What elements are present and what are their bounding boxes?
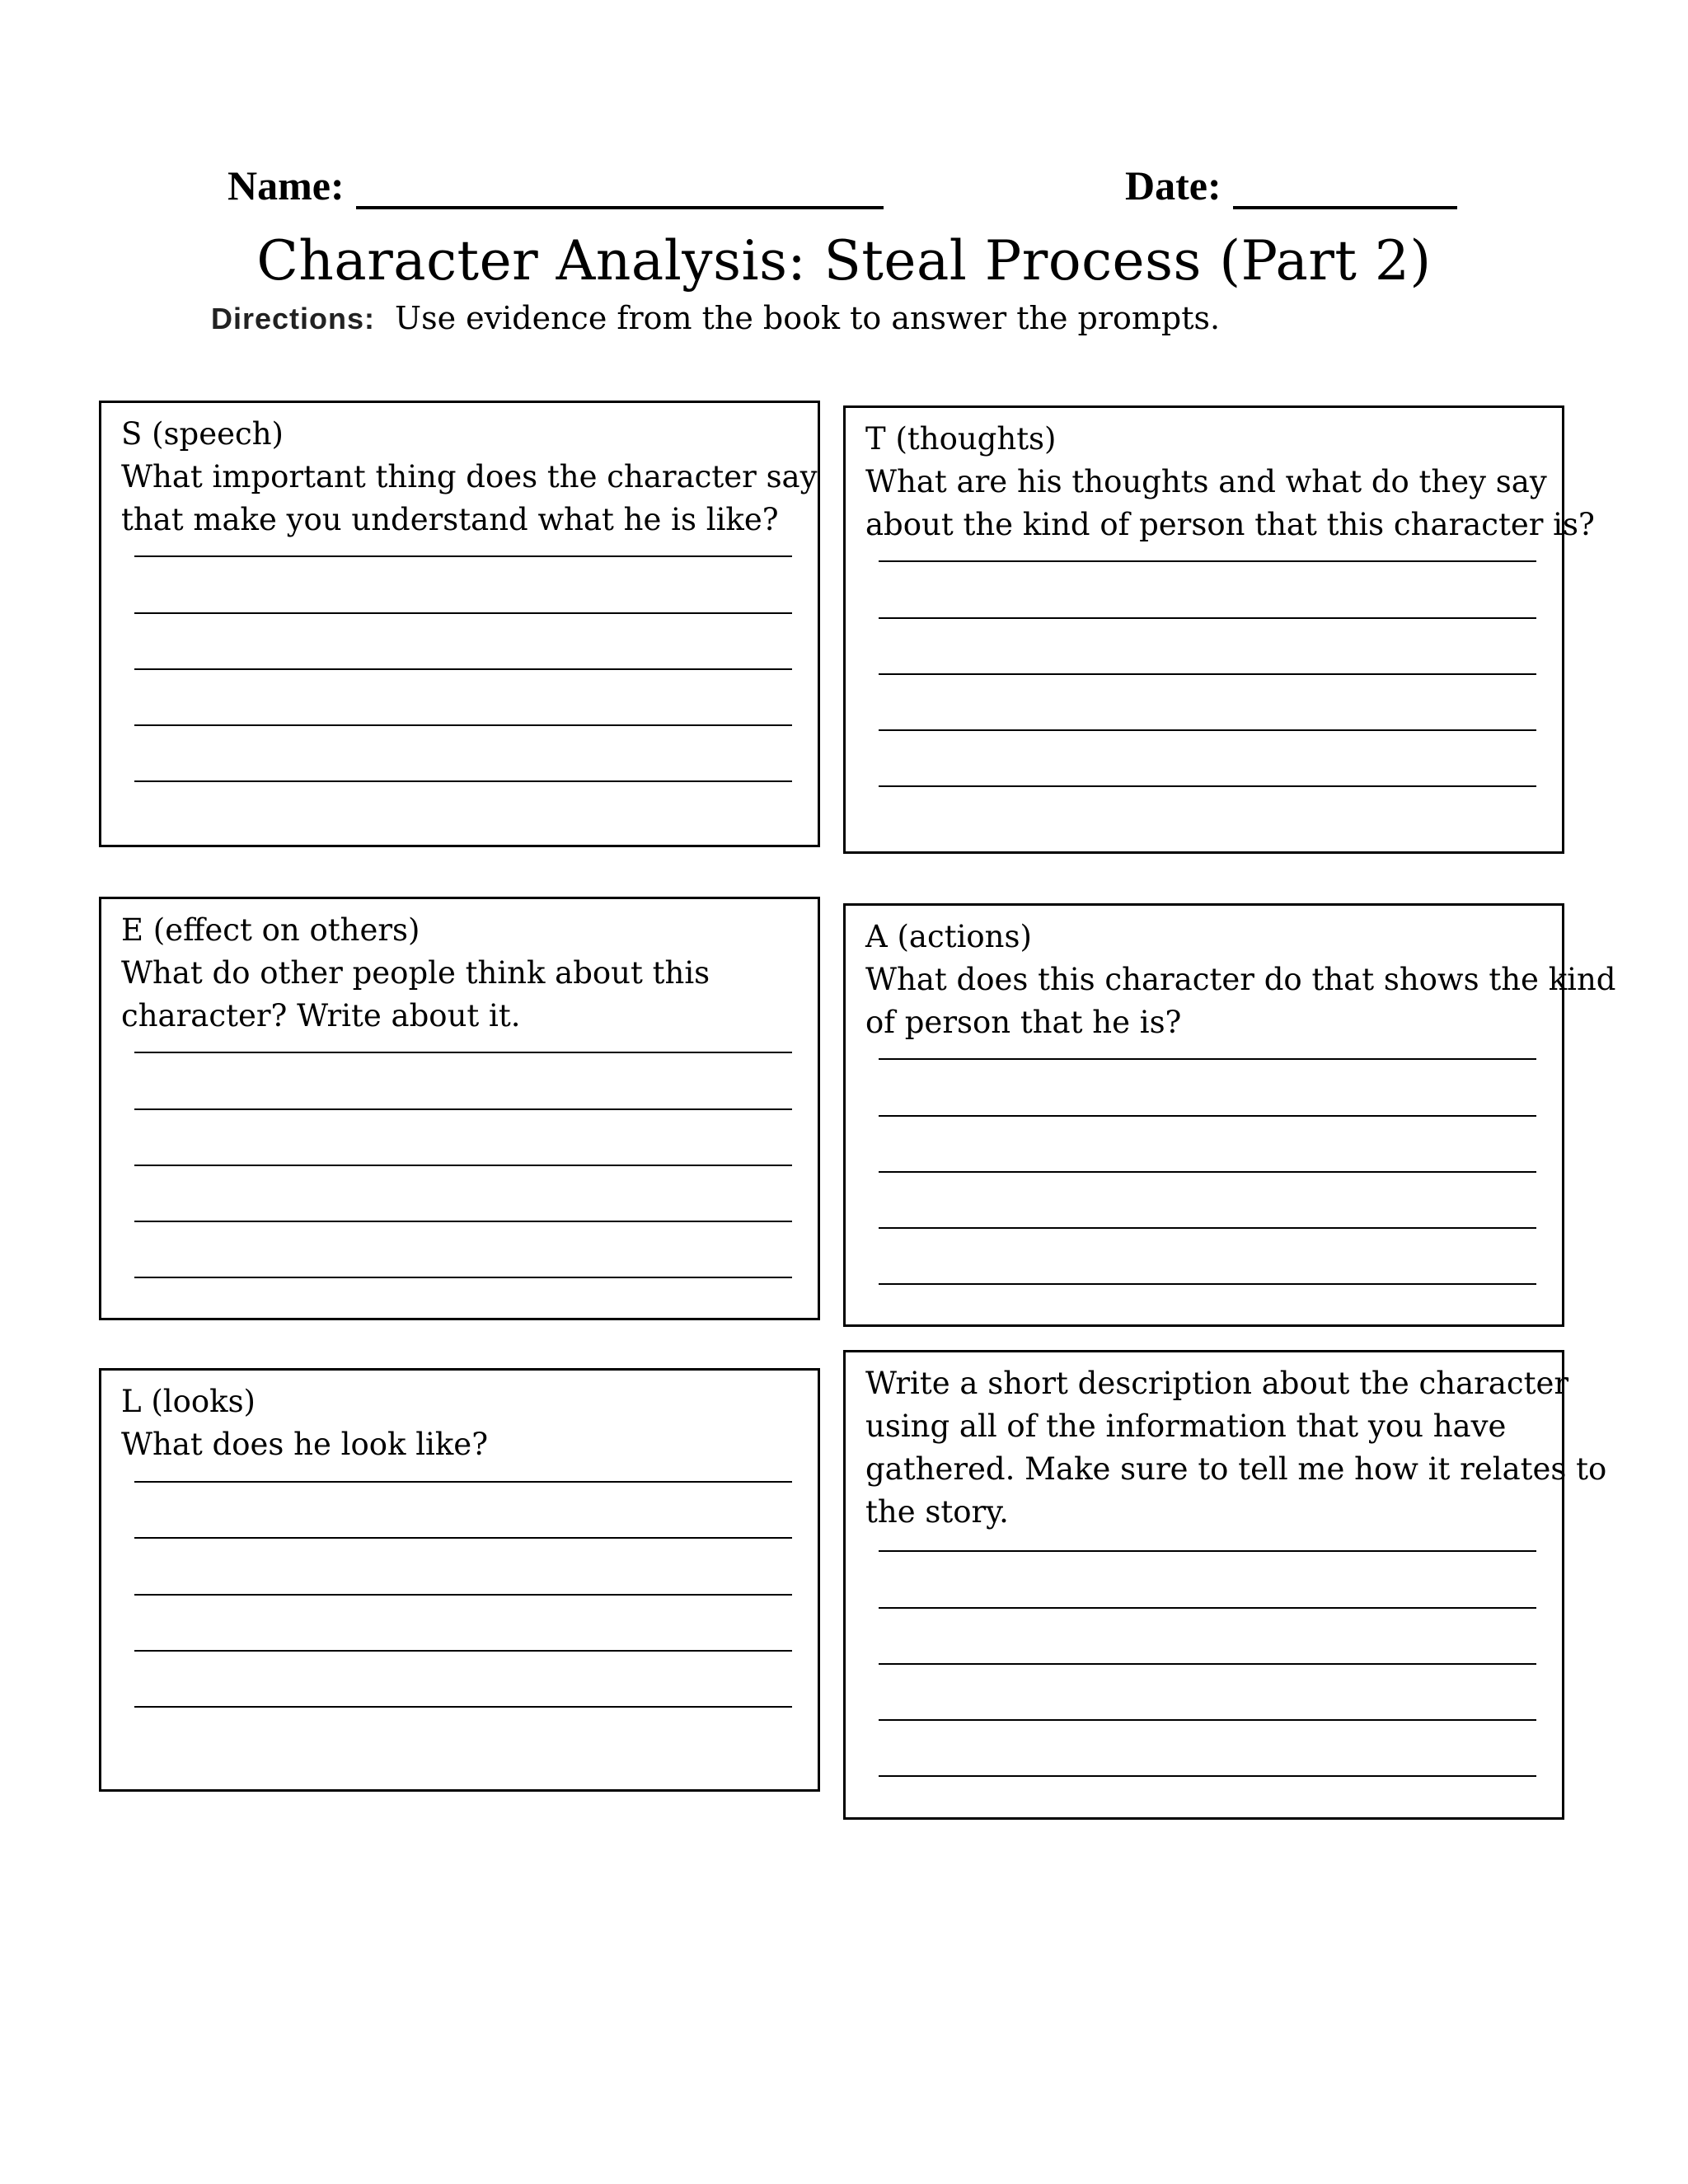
directions-text: Use evidence from the book to answer the prompts. bbox=[395, 300, 1221, 336]
speech-prompt-line-1: What important thing does the character say bbox=[121, 459, 818, 494]
actions-box-text bbox=[865, 916, 1616, 1044]
answer-line[interactable] bbox=[879, 1550, 1536, 1552]
date-blank-line[interactable] bbox=[1233, 165, 1457, 209]
summary-prompt-line-1: Write a short description about the character bbox=[865, 1366, 1569, 1401]
answer-line[interactable] bbox=[134, 780, 792, 782]
effect-prompt-line-1: What do other people think about this bbox=[121, 955, 710, 991]
answer-line[interactable] bbox=[879, 1115, 1536, 1117]
speech-prompt-line-2: that make you understand what he is like? bbox=[121, 502, 779, 537]
directions-label: Directions: bbox=[211, 302, 376, 335]
summary-prompt-line-3: gathered. Make sure to tell me how it relates to bbox=[865, 1451, 1607, 1487]
answer-line[interactable] bbox=[134, 724, 792, 726]
answer-line[interactable] bbox=[134, 1165, 792, 1166]
thoughts-heading: T (thoughts) bbox=[865, 421, 1057, 457]
answer-line[interactable] bbox=[879, 1719, 1536, 1721]
answer-line[interactable] bbox=[134, 1108, 792, 1110]
name-label: Name: bbox=[227, 162, 345, 209]
speech-box-text bbox=[121, 413, 818, 541]
answer-line[interactable] bbox=[879, 729, 1536, 731]
answer-line[interactable] bbox=[134, 1481, 792, 1483]
effect-prompt-line-2: character? Write about it. bbox=[121, 998, 521, 1033]
actions-prompt-line-1: What does this character do that shows the kind bbox=[865, 962, 1616, 997]
actions-box bbox=[843, 903, 1616, 1327]
date-label: Date: bbox=[1125, 162, 1221, 209]
answer-line[interactable] bbox=[134, 612, 792, 614]
speech-box bbox=[99, 401, 820, 847]
answer-line[interactable] bbox=[134, 1277, 792, 1278]
thoughts-box-text bbox=[865, 418, 1595, 546]
answer-line[interactable] bbox=[134, 1537, 792, 1539]
speech-heading: S (speech) bbox=[121, 416, 284, 452]
name-blank-line[interactable] bbox=[356, 165, 884, 209]
answer-line[interactable] bbox=[879, 1227, 1536, 1229]
answer-line[interactable] bbox=[134, 1594, 792, 1596]
looks-box-text bbox=[121, 1380, 801, 1466]
answer-line[interactable] bbox=[879, 1058, 1536, 1060]
actions-heading: A (actions) bbox=[865, 919, 1032, 954]
effect-box bbox=[99, 897, 820, 1320]
summary-prompt-line-4: the story. bbox=[865, 1494, 1009, 1530]
looks-box bbox=[99, 1368, 820, 1792]
answer-line[interactable] bbox=[134, 555, 792, 557]
answer-line[interactable] bbox=[879, 1663, 1536, 1665]
directions bbox=[211, 300, 1220, 336]
answer-line[interactable] bbox=[879, 1171, 1536, 1173]
thoughts-prompt-line-2: about the kind of person that this character is? bbox=[865, 507, 1595, 542]
looks-prompt-line-1: What does he look like? bbox=[121, 1427, 489, 1462]
thoughts-prompt-line-1: What are his thoughts and what do they say bbox=[865, 464, 1547, 499]
answer-line[interactable] bbox=[134, 1221, 792, 1222]
summary-box bbox=[843, 1350, 1607, 1820]
answer-line[interactable] bbox=[879, 617, 1536, 619]
answer-line[interactable] bbox=[134, 1706, 792, 1708]
answer-line[interactable] bbox=[879, 1775, 1536, 1777]
summary-box-text bbox=[865, 1362, 1607, 1534]
looks-heading: L (looks) bbox=[121, 1384, 256, 1419]
actions-prompt-line-2: of person that he is? bbox=[865, 1005, 1182, 1040]
answer-line[interactable] bbox=[879, 673, 1536, 675]
answer-line[interactable] bbox=[134, 1052, 792, 1053]
summary-prompt-line-2: using all of the information that you have bbox=[865, 1408, 1507, 1444]
answer-line[interactable] bbox=[879, 1283, 1536, 1285]
answer-line[interactable] bbox=[134, 1650, 792, 1652]
answer-line[interactable] bbox=[879, 560, 1536, 562]
answer-line[interactable] bbox=[879, 1607, 1536, 1609]
effect-heading: E (effect on others) bbox=[121, 912, 420, 948]
effect-box-text bbox=[121, 909, 801, 1038]
date-field bbox=[1125, 162, 1457, 209]
answer-line[interactable] bbox=[879, 785, 1536, 787]
answer-line[interactable] bbox=[134, 668, 792, 670]
name-field bbox=[227, 162, 884, 209]
page-title: Character Analysis: Steal Process (Part 2) bbox=[256, 229, 1432, 293]
thoughts-box bbox=[843, 405, 1595, 854]
